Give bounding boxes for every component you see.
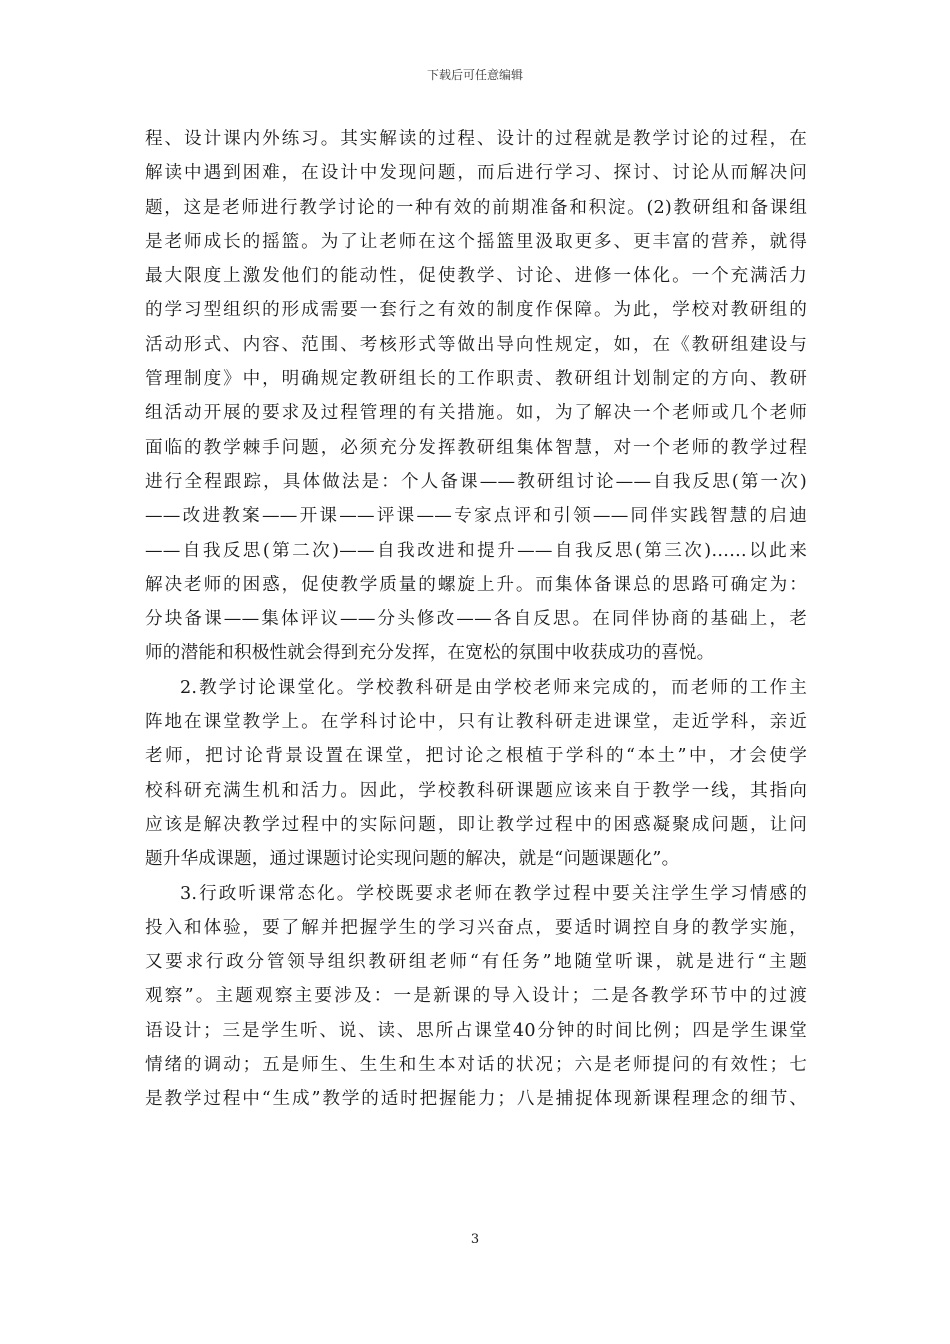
text-line: ——改进教案——开课——评课——专家点评和引领——同伴实践智慧的启迪 xyxy=(145,506,807,527)
text-line: 应该是解决教学过程中的实际问题，即让教学过程中的困惑凝聚成问题，让问 xyxy=(145,814,807,835)
text-line: 是老师成长的摇篮。为了让老师在这个摇篮里汲取更多、更丰富的营养，就得 xyxy=(145,231,807,252)
text-line: ——自我反思(第二次)——自我改进和提升——自我反思(第三次)……以此来 xyxy=(145,540,807,561)
text-line: 组活动开展的要求及过程管理的有关措施。如，为了解决一个老师或几个老师 xyxy=(145,403,807,424)
text-line: 解读中遇到困难，在设计中发现问题，而后进行学习、探讨、讨论从而解决问 xyxy=(145,163,807,184)
text-line: 面临的教学棘手问题，必须充分发挥教研组集体智慧，对一个老师的教学过程 xyxy=(145,437,807,458)
text-line: 程、设计课内外练习。其实解读的过程、设计的过程就是教学讨论的过程，在 xyxy=(145,129,807,149)
text-line: 题，这是老师进行教学讨论的一种有效的前期准备和积淀。(2)教研组和备课组 xyxy=(145,197,808,218)
text-line: 又要求行政分管领导组织教研组老师“有任务”地随堂听课，就是进行“主题 xyxy=(145,952,807,973)
text-line: 师的潜能和积极性就会得到充分发挥，在宽松的氛围中收获成功的喜悦。 xyxy=(145,643,715,664)
text-line: 校科研充满生机和活力。因此，学校教科研课题应该来自于教学一线，其指向 xyxy=(145,780,807,801)
text-line: 分块备课——集体评议——分头修改——各自反思。在同伴协商的基础上，老 xyxy=(145,609,807,630)
text-line: 阵地在课堂教学上。在学科讨论中，只有让教科研走进课堂，走近学科，亲近 xyxy=(145,712,807,733)
paragraph-3 xyxy=(145,877,807,1117)
text-line: 3.行政听课常态化。学校既要求老师在教学过程中要关注学生学习情感的 xyxy=(180,883,807,904)
page-number: 3 xyxy=(470,1232,480,1247)
text-line: 进行全程跟踪，具体做法是：个人备课——教研组讨论——自我反思(第一次) xyxy=(145,471,807,492)
text-line: 投入和体验，要了解并把握学生的学习兴奋点，要适时调控自身的教学实施， xyxy=(145,917,807,938)
text-line: 观察”。主题观察主要涉及：一是新课的导入设计；二是各教学环节中的过渡 xyxy=(145,986,807,1007)
text-line: 活动形式、内容、范围、考核形式等做出导向性规定，如，在《教研组建设与 xyxy=(145,334,807,355)
text-line: 最大限度上激发他们的能动性，促使教学、讨论、进修一体化。一个充满活力 xyxy=(145,266,807,287)
text-line: 是教学过程中“生成”教学的适时把握能力；八是捕捉体现新课程理念的细节、 xyxy=(145,1089,807,1110)
page-header: 下载后可任意编辑 xyxy=(426,68,523,82)
text-line: 题升华成课题，通过课题讨论实现问题的解决，就是“问题课题化”。 xyxy=(145,849,680,870)
text-line: 管理制度》中，明确规定教研组长的工作职责、教研组计划制定的方向、教研 xyxy=(145,369,807,390)
text-line: 2.教学讨论课堂化。学校教科研是由学校老师来完成的，而老师的工作主 xyxy=(180,677,807,698)
text-line: 解决老师的困惑，促使教学质量的螺旋上升。而集体备课总的思路可确定为： xyxy=(145,574,807,595)
text-line: 语设计；三是学生听、说、读、思所占课堂40分钟的时间比例；四是学生课堂 xyxy=(145,1020,807,1041)
text-line: 的学习型组织的形成需要一套行之有效的制度作保障。为此，学校对教研组的 xyxy=(145,300,807,321)
paragraph-2 xyxy=(145,671,807,877)
text-line: 老师，把讨论背景设置在课堂，把讨论之根植于学科的“本土”中，才会使学 xyxy=(145,746,807,767)
text-line: 情绪的调动；五是师生、生生和生本对话的状况；六是老师提问的有效性；七 xyxy=(145,1055,807,1076)
paragraph-1 xyxy=(145,122,807,671)
document-body xyxy=(145,122,807,1117)
